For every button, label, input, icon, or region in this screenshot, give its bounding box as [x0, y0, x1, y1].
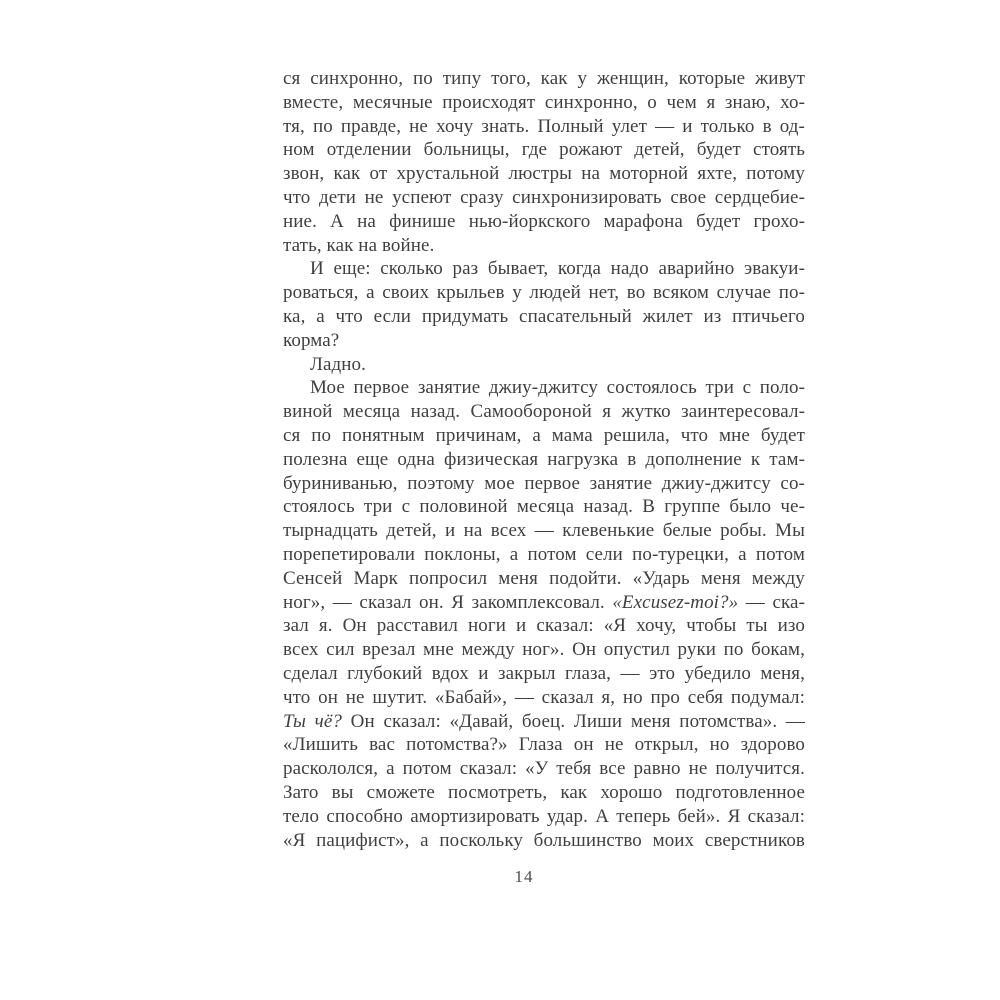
text-segment: зал я. Он расставил ноги и сказал: «Я хочу, чтобы ты изо [283, 615, 805, 637]
text-line [283, 495, 805, 519]
text-line [283, 91, 805, 115]
text-line [283, 186, 805, 210]
text-segment: роваться, а своих крыльев у людей нет, во всяком случае по- [283, 282, 805, 304]
italic-text: Ты чё? [283, 710, 342, 732]
text-line [283, 472, 805, 496]
text-segment: всех сил врезал мне между ног». Он опустил руки по бокам, [283, 639, 805, 661]
text-segment: тя, по правде, не хочу знать. Полный улет — и только в од- [283, 115, 805, 137]
text-segment: виной месяца назад. Самообороной я жутко заинтересовал- [283, 401, 805, 423]
text-line [283, 543, 805, 567]
body-text [283, 67, 805, 852]
text-segment: сделал глубокий вдох и закрыл глаза, — это убедило меня, [283, 662, 805, 684]
page-number: 14 [514, 867, 534, 886]
text-segment: ние. А на финише нью-йоркского марафона будет грохо- [283, 210, 805, 232]
text-line [283, 400, 805, 424]
text-line [283, 305, 805, 329]
text-line [283, 376, 805, 400]
text-line [283, 710, 805, 734]
text-segment: Он сказал: «Давай, боец. Лиши меня потомства». — [341, 710, 805, 732]
text-line [283, 210, 805, 234]
text-line [283, 353, 805, 377]
text-segment: буриниванью, поэтому мое первое занятие джиу-джитсу со- [283, 472, 805, 494]
text-line [283, 234, 805, 258]
text-line [283, 686, 805, 710]
text-segment: ся по понятным причинам, а мама решила, что мне будет [283, 424, 805, 446]
text-line [283, 448, 805, 472]
text-line [283, 162, 805, 186]
text-segment: стоялось три с половиной месяца назад. В группе было че- [283, 496, 805, 518]
text-line [283, 757, 805, 781]
text-segment: что дети не успеют сразу синхронизировать свое сердцебие- [283, 186, 805, 208]
text-line [283, 829, 805, 853]
text-line [283, 329, 805, 353]
text-line [283, 662, 805, 686]
text-segment: «Лишить вас потомства?» Глаза он не открыл, но здорово [283, 734, 805, 756]
text-line [283, 733, 805, 757]
text-segment: ся синхронно, по типу того, как у женщин, которые живут [283, 68, 805, 89]
text-segment: полезна еще одна физическая нагрузка в дополнение к там- [283, 448, 805, 470]
text-segment: Мое первое занятие джиу-джитсу состоялось три с поло- [310, 377, 805, 399]
text-line [283, 805, 805, 829]
text-segment: — ска- [738, 591, 805, 613]
text-segment: что он не шутит. «Бабай», — сказал я, но про себя подумал: [283, 686, 805, 708]
text-segment: ка, а что если придумать спасательный жилет из птичьего [283, 305, 805, 327]
text-segment: Зато вы сможете посмотреть, как хорошо подготовленное [283, 781, 805, 803]
text-line [283, 781, 805, 805]
text-segment: звон, как от хрустальной люстры на моторной яхте, потому [283, 163, 805, 185]
text-segment: Ладно. [310, 353, 367, 375]
text-line [283, 138, 805, 162]
text-segment: раскололся, а потом сказал: «У тебя все равно не получится. [283, 758, 805, 780]
text-line [283, 281, 805, 305]
text-segment: ног», — сказал он. Я закомплексовал. [283, 591, 613, 613]
text-line [283, 567, 805, 591]
text-line [283, 257, 805, 281]
text-segment: тырнадцать детей, и на всех — клевенькие белые робы. Мы [283, 520, 805, 542]
text-segment: тать, как на войне. [283, 234, 435, 256]
text-line [283, 519, 805, 543]
text-segment: тело способно амортизировать удар. А теперь бей». Я сказал: [283, 805, 805, 827]
text-line [283, 638, 805, 662]
text-segment: порепетировали поклоны, а потом сели по-турецки, а потом [283, 543, 805, 565]
text-line [283, 115, 805, 139]
italic-text: «Excusez-moi?» [612, 591, 739, 613]
text-segment: Сенсей Марк попросил меня подойти. «Ударь меня между [283, 567, 805, 589]
text-segment: ном отделении больницы, где рожают детей, будет стоять [283, 139, 805, 161]
text-line [283, 591, 805, 615]
text-segment: корма? [283, 329, 340, 351]
text-line [283, 614, 805, 638]
text-segment: вместе, месячные происходят синхронно, о чем я знаю, хо- [283, 91, 805, 113]
text-line [283, 424, 805, 448]
text-segment: И еще: сколько раз бывает, когда надо аварийно эвакуи- [310, 258, 805, 280]
text-segment: «Я пацифист», а поскольку большинство моих сверстников [283, 829, 805, 851]
text-line [283, 67, 805, 91]
